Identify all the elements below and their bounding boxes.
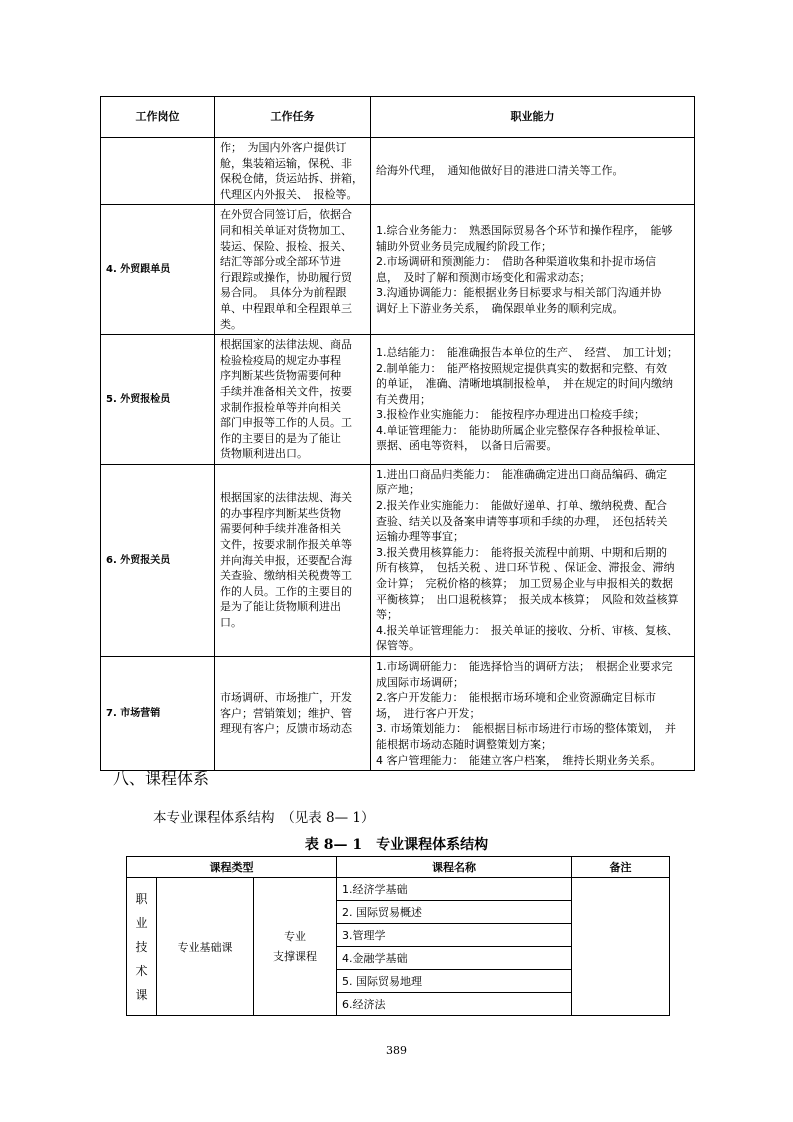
task-line: 货物顺利进出口。: [220, 447, 308, 461]
task-line: 结汇等部分或全部环节进: [220, 255, 341, 269]
task-line: 市场调研、市场推广，开发: [220, 691, 352, 705]
ability-line: 金计算； 完税价格的核算； 加工贸易企业与申报相关的数据: [376, 577, 673, 591]
ability-line: 原产地；: [376, 483, 420, 497]
header-remarks: 备注: [572, 857, 670, 878]
job-position: 7. 市场营销: [101, 657, 215, 771]
course-name: 6.经济法: [337, 993, 572, 1016]
header-position: 工作岗位: [101, 97, 215, 138]
task-line: 客户；营销策划；维护、管: [220, 706, 352, 720]
course-category: 职 业 技 术 课: [127, 878, 157, 1016]
job-position: [101, 138, 215, 205]
task-line: 舱，集装箱运输，保税、非: [220, 156, 352, 170]
task-line: 在外贸合同签订后，依据合: [220, 208, 352, 222]
task-line: 部门申报等工作的人员。工: [220, 416, 352, 430]
task-line: 作的人员。工作的主要目的: [220, 584, 352, 598]
section-title: 八、课程体系: [113, 769, 210, 788]
task-line: 是为了能让货物顺利进出: [220, 600, 341, 614]
job-task: [215, 657, 371, 771]
ability-line: 3.报检作业实施能力： 能按程序办理进出口检疫手续；: [376, 408, 645, 422]
remarks-cell: [572, 878, 670, 1016]
task-line: 理现有客户；反馈市场动态: [220, 722, 352, 736]
task-line: 检验检疫局的规定办事程: [220, 353, 341, 367]
ability-line: 息， 及时了解和预测市场变化和需求动态；: [376, 270, 591, 284]
ability-line: 1.综合业务能力： 熟悉国际贸易各个环节和操作程序， 能够: [376, 223, 673, 237]
task-line: 作的主要目的是为了能让: [220, 431, 341, 445]
course-name: 3.管理学: [337, 924, 572, 947]
course-name: 1.经济学基础: [337, 878, 572, 901]
job-ability: [371, 205, 695, 335]
course-name: 4.金融学基础: [337, 947, 572, 970]
job-task: [215, 335, 371, 465]
ability-line: 2.报关作业实施能力： 能做好递单、打单、缴纳税费、配合: [376, 499, 667, 513]
page-number: 389: [386, 1044, 407, 1057]
table-row: [101, 205, 695, 335]
header-course-name: 课程名称: [337, 857, 572, 878]
job-position: 4. 外贸跟单员: [101, 205, 215, 335]
table-row: [101, 657, 695, 771]
table-header-row: [101, 97, 695, 138]
ability-line: 能根据市场动态随时调整策划方案；: [376, 737, 552, 751]
table-header-row: [127, 857, 670, 878]
ability-line: 2.客户开发能力： 能根据市场环境和企业资源确定目标市: [376, 691, 656, 705]
job-position: 6. 外贸报关员: [101, 464, 215, 656]
task-line: 口。: [220, 616, 242, 630]
task-line: 作； 为国内外客户提供订: [220, 141, 347, 154]
task-line: 单、中程跟单和全程跟单三: [220, 301, 352, 315]
task-line: 需要何种手续并准备相关: [220, 522, 341, 536]
table-row: [101, 138, 695, 205]
ability-line: 查验、结关以及备案申请等事项和手续的办理， 还包括转关: [376, 514, 668, 528]
table-row: [101, 464, 695, 656]
ability-line: 4.单证管理能力： 能协助所属企业完整保存各种报检单证、: [376, 423, 667, 437]
intro-text: 本专业课程体系结构 （见表 8— 1）: [153, 810, 375, 826]
job-ability: [371, 657, 695, 771]
course-name: 2. 国际贸易概述: [337, 901, 572, 924]
job-task: [215, 138, 371, 205]
course-name: 5. 国际贸易地理: [337, 970, 572, 993]
ability-line: 1.总结能力： 能准确报告本单位的生产、 经营、 加工计划；: [376, 345, 678, 359]
task-line: 关查验、缴纳相关税费等工: [220, 569, 352, 583]
task-line: 文件，按要求制作报关单等: [220, 538, 352, 552]
task-line: 求制作报检单等并向相关: [220, 400, 341, 414]
task-line: 易合同。 具体分为前程跟: [220, 286, 347, 300]
table-row: [101, 335, 695, 465]
course-group: 专业 支撑课程: [254, 878, 337, 1016]
ability-line: 有关费用；: [376, 392, 431, 406]
table-caption: 表 8— 1 专业课程体系结构: [304, 837, 489, 853]
job-ability-table: [100, 96, 695, 771]
ability-line: 保管等。: [376, 639, 420, 653]
ability-line: 给海外代理， 通知他做好目的港进口清关等工作。: [376, 164, 624, 178]
ability-line: 4 客户管理能力： 能建立客户档案， 维持长期业务关系。: [376, 753, 662, 767]
job-task: [215, 205, 371, 335]
course-system-table: [126, 856, 670, 1016]
ability-line: 平衡核算； 出口退税核算； 报关成本核算； 风险和效益核算: [376, 592, 679, 606]
ability-line: 3. 市场策划能力： 能根据目标市场进行市场的整体策划， 并: [376, 722, 676, 736]
ability-line: 辅助外贸业务员完成履约阶段工作；: [376, 239, 552, 253]
task-line: 手续并准备相关文件，按要: [220, 384, 352, 398]
task-line: 并向海关申报，还要配合海: [220, 553, 352, 567]
header-task: 工作任务: [215, 97, 371, 138]
task-line: 类。: [220, 317, 242, 331]
task-line: 装运、保险、报检、报关、: [220, 239, 352, 253]
task-line: 代理区内外报关、 报检等。: [220, 187, 358, 201]
ability-line: 的单证， 准确、清晰地填制报检单， 并在规定的时间内缴纳: [376, 377, 673, 391]
course-subcategory: 专业基础课: [157, 878, 254, 1016]
ability-line: 成国际市场调研；: [376, 675, 464, 689]
job-ability: [371, 138, 695, 205]
ability-line: 3.报关费用核算能力： 能将报关流程中前期、中期和后期的: [376, 545, 667, 559]
task-line: 行跟踪或操作，协助履行贸: [220, 270, 352, 284]
task-line: 的办事程序判断某些货物: [220, 506, 341, 520]
header-ability: 职业能力: [371, 97, 695, 138]
ability-line: 1.市场调研能力： 能选择恰当的调研方法； 根据企业要求完: [376, 660, 673, 673]
ability-line: 3.沟通协调能力：能根据业务目标要求与相关部门沟通并协: [376, 286, 662, 300]
job-ability: [371, 335, 695, 465]
ability-line: 场， 进行客户开发；: [376, 706, 481, 720]
task-line: 根据国家的法律法规、商品: [220, 338, 352, 352]
task-line: 保税仓储，货运站拆、拼箱，: [220, 172, 363, 186]
ability-line: 2.制单能力： 能严格按照规定提供真实的数据和完整、有效: [376, 361, 667, 375]
task-line: 序判断某些货物需要何种: [220, 369, 341, 383]
job-ability: [371, 464, 695, 656]
task-line: 根据国家的法律法规、海关: [220, 491, 352, 505]
ability-line: 所有核算， 包括关税 、进口环节税 、保证金、滞报金、滞纳: [376, 561, 675, 575]
ability-line: 运输办理等事宜；: [376, 530, 464, 544]
ability-line: 1.进出口商品归类能力： 能准确确定进出口商品编码、确定: [376, 467, 667, 481]
ability-line: 4.报关单证管理能力： 报关单证的接收、分析、审核、复核、: [376, 623, 678, 637]
job-position: 5. 外贸报检员: [101, 335, 215, 465]
ability-line: 等；: [376, 608, 398, 622]
ability-line: 票据、函电等资料， 以备日后需要。: [376, 439, 558, 453]
ability-line: 调好上下游业务关系， 确保跟单业务的顺利完成。: [376, 301, 624, 315]
task-line: 同和相关单证对货物加工、: [220, 223, 352, 237]
ability-line: 2.市场调研和预测能力： 借助各种渠道收集和扑捉市场信: [376, 255, 656, 269]
header-course-type: 课程类型: [127, 857, 337, 878]
job-task: [215, 464, 371, 656]
